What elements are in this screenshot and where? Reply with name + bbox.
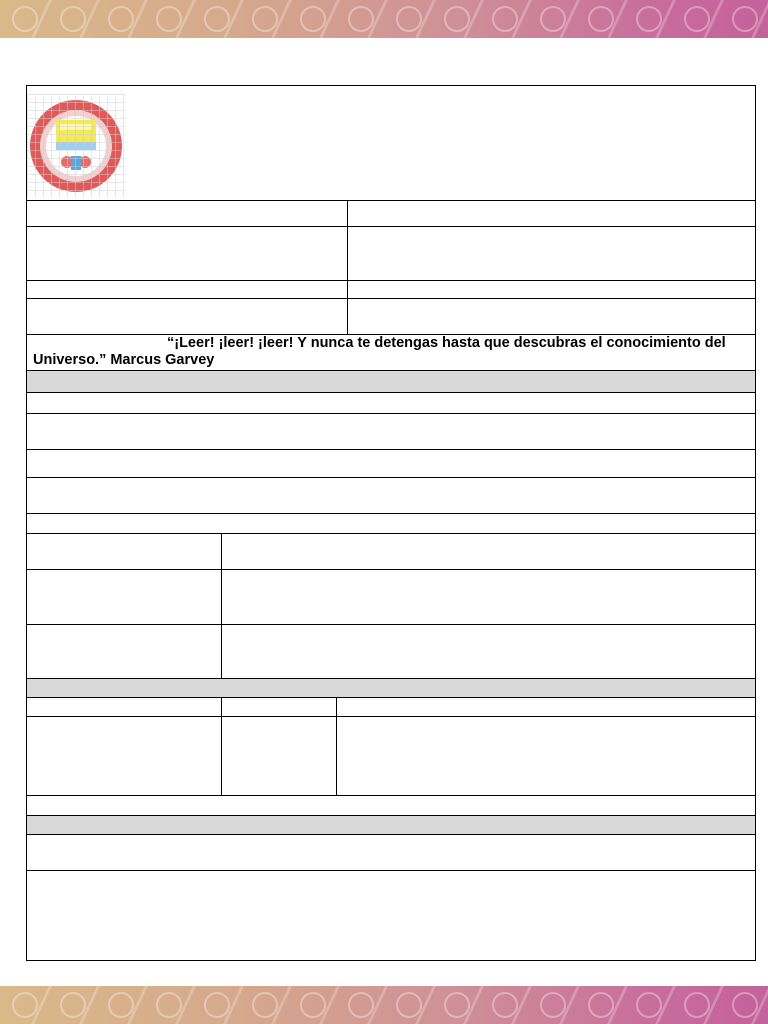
banner-motif-icon	[348, 6, 374, 32]
banner-motif-icon	[732, 992, 758, 1018]
banner-motif-icon	[636, 6, 662, 32]
reading-quote	[33, 335, 749, 369]
banner-motif-icon	[588, 6, 614, 32]
info-row-1	[27, 201, 755, 227]
banner-motif-icon	[492, 992, 518, 1018]
banner-motif-icon	[108, 992, 134, 1018]
column-divider	[347, 201, 348, 335]
info-row-4	[27, 299, 755, 335]
banner-motif-icon	[684, 992, 710, 1018]
banner-motif-icon	[348, 992, 374, 1018]
table-body-row	[27, 717, 755, 796]
banner-motif-icon	[12, 992, 38, 1018]
banner-motif-icon	[588, 992, 614, 1018]
banner-motif-icon	[636, 992, 662, 1018]
banner-motif-icon	[396, 6, 422, 32]
field-row-2	[27, 414, 755, 450]
table-divider-2	[336, 698, 337, 796]
banner-motif-icon	[444, 992, 470, 1018]
bottom-decorative-banner	[0, 986, 768, 1024]
section-header-2	[27, 679, 755, 698]
banner-motif-icon	[492, 6, 518, 32]
banner-motif-icon	[252, 992, 278, 1018]
info-row-3	[27, 281, 755, 299]
banner-motif-icon	[204, 992, 230, 1018]
banner-motif-icon	[300, 992, 326, 1018]
banner-pattern	[0, 986, 768, 1024]
field-row-3	[27, 450, 755, 478]
banner-motif-icon	[156, 992, 182, 1018]
notes-area	[27, 871, 755, 960]
field-row-5	[27, 514, 755, 534]
grid-row-2	[27, 570, 755, 625]
table-divider-1	[221, 698, 222, 796]
quote-line-2: Universo.” Marcus Garvey	[33, 352, 215, 368]
top-decorative-banner	[0, 0, 768, 38]
banner-pattern	[0, 0, 768, 38]
section-header-3	[27, 816, 755, 835]
field-row-7	[27, 835, 755, 871]
section-header-1	[27, 371, 755, 393]
banner-motif-icon	[732, 6, 758, 32]
banner-motif-icon	[540, 6, 566, 32]
info-row-2	[27, 227, 755, 281]
banner-motif-icon	[252, 6, 278, 32]
banner-motif-icon	[396, 992, 422, 1018]
banner-motif-icon	[300, 6, 326, 32]
field-row-6	[27, 796, 755, 816]
banner-motif-icon	[156, 6, 182, 32]
grid-row-3	[27, 625, 755, 679]
quote-row	[27, 335, 755, 371]
banner-motif-icon	[60, 6, 86, 32]
banner-motif-icon	[684, 6, 710, 32]
grid-divider	[221, 534, 222, 679]
banner-motif-icon	[60, 992, 86, 1018]
school-crest-icon	[27, 94, 125, 198]
field-row-1	[27, 393, 755, 414]
header-row	[27, 86, 755, 201]
banner-motif-icon	[204, 6, 230, 32]
banner-motif-icon	[108, 6, 134, 32]
quote-line-1: “¡Leer! ¡leer! ¡leer! Y nunca te detengas hasta que descubras el conocimiento del	[167, 335, 726, 351]
grid-row-1	[27, 534, 755, 570]
banner-motif-icon	[12, 6, 38, 32]
banner-motif-icon	[444, 6, 470, 32]
form-sheet	[26, 85, 756, 961]
banner-motif-icon	[540, 992, 566, 1018]
field-row-4	[27, 478, 755, 514]
table-header-row	[27, 698, 755, 717]
